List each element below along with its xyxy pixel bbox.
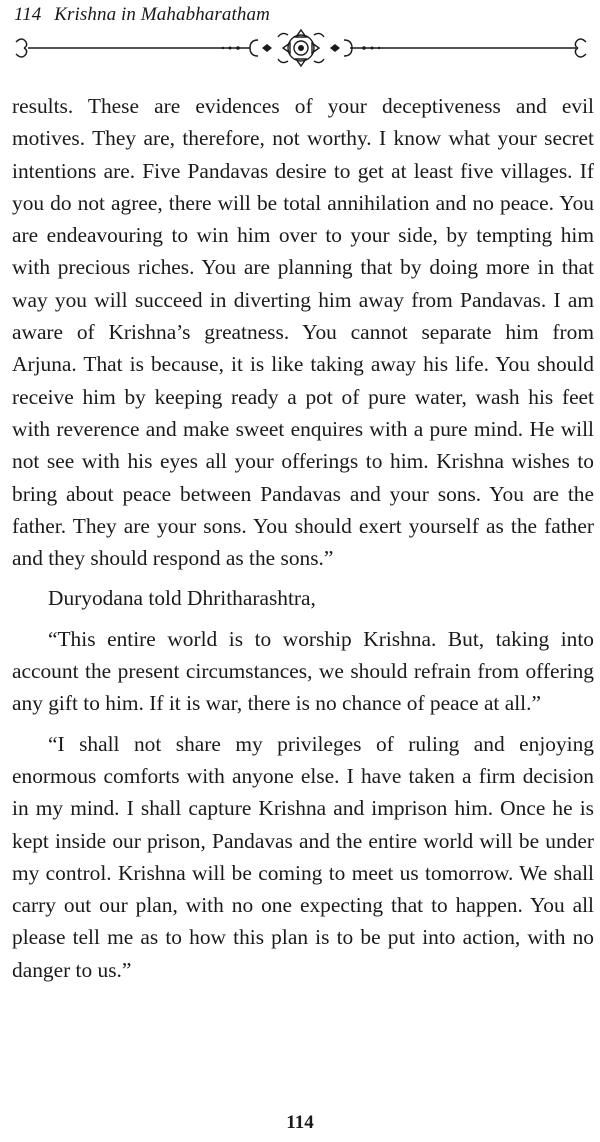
paragraph-quote-capture-krishna: “I shall not share my privileges of ruling and enjoying enormous comforts with anyone else. I have taken a firm decision in my mind. I shall capture Krishna and imprison him. Once he is kept inside our prison, Pandavas and the entire world will be under my control. Krishna will be coming to meet us tomorrow. We shall carry out our plan, with no one expecting that to happen. You all please tell me as to how this plan is to be put into action, with no danger to us.” (12, 731, 594, 982)
header-ornament-divider (12, 26, 590, 70)
body-text (12, 90, 594, 986)
paragraph-continuation: results. These are evidences of your deceptiveness and evil motives. They are, therefore, not worthy. I know what your secret intentions are. Five Pandavas desire to get at least five villages. If you do not agree, there will be total annihilation and no peace. You are endeavouring to win him over to your side, by tempting him with precious riches. You are planning that by doing more in that way you will succeed in diverting him away from Pandavas. I am aware of Krishna’s greatness. You cannot separate him from Arjuna. That is because, it is like taking away his life. You should receive him by keeping ready a pot of pure water, wash his feet with reverence and make sweet enquires with a pure mind. He will not see with his eyes all your offerings to him. Krishna wishes to bring about peace between Pandavas and your sons. You are the father. They are your sons. You should exert yourself as the father and they should respond as the sons.” (12, 94, 594, 571)
page-folio: 114 (286, 1112, 314, 1133)
paragraph-duryodana-told: Duryodana told Dhritharashtra, (48, 586, 316, 611)
running-head-book-title: Krishna in Mahabharatham (54, 4, 270, 25)
paragraph-quote-world-worship: “This entire world is to worship Krishna. But, taking into account the present circumstances, we should refrain from offering any gift to him. If it is war, there is no chance of peace at all.” (12, 626, 594, 716)
running-head (14, 4, 270, 26)
running-head-page-number: 114 (14, 4, 42, 25)
